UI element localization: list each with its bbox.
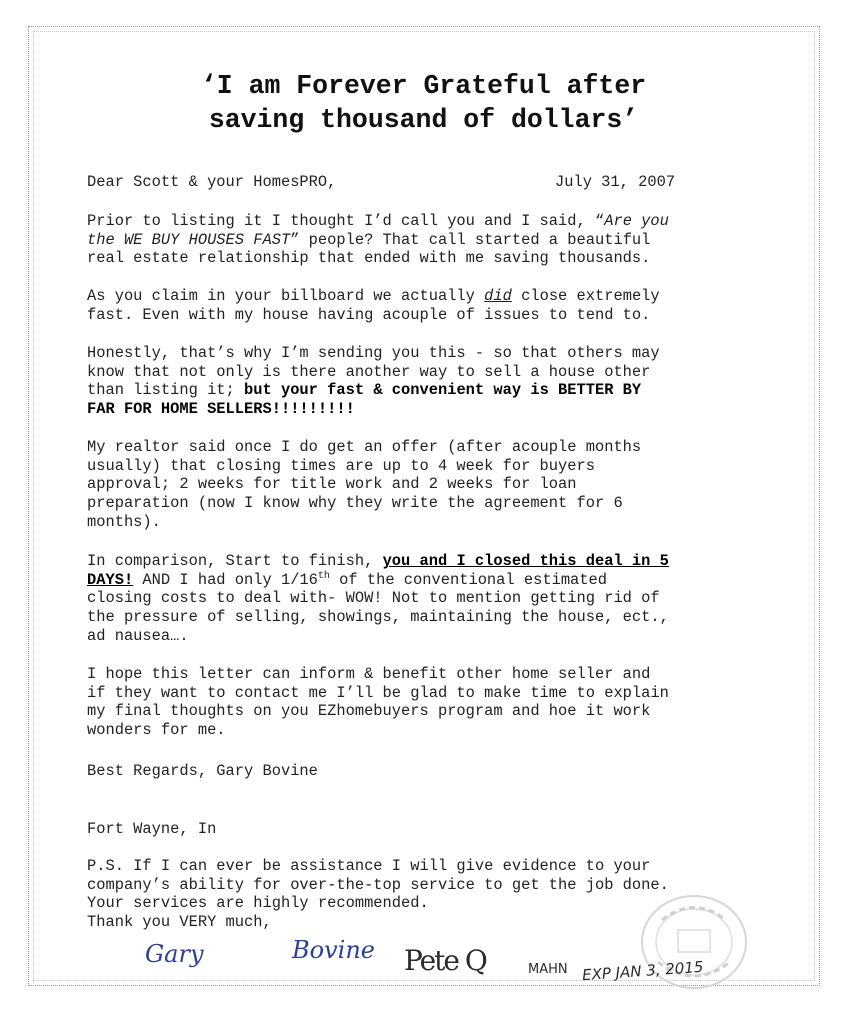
p1-quote: Are you (604, 212, 669, 230)
p5-text: In comparison, Start to finish, (87, 552, 383, 570)
p5-line-4: the pressure of selling, showings, maintaining the house, ect., (87, 608, 669, 627)
postscript (87, 857, 669, 932)
location: Fort Wayne, In (87, 820, 217, 838)
notary-signature-tail: MAHN (528, 962, 568, 977)
greeting: Dear Scott & your HomesPRO, (87, 173, 337, 191)
closing: Best Regards, Gary Bovine (87, 762, 318, 780)
signature-last-name: Bovine (292, 936, 375, 964)
ps-line-2: company’s ability for over-the-top service to get the job done. (87, 875, 669, 894)
paragraph-3 (87, 344, 660, 419)
p6-line-4: wonders for me. (87, 721, 226, 740)
p1-text-2: ” people? That call started a beautiful (290, 230, 651, 249)
p3-bold: but your fast & convenient way is BETTER BY (244, 381, 642, 400)
letter-date: July 31, 2007 (555, 173, 676, 191)
p2-text: As you claim in your billboard we actually (87, 287, 485, 305)
p1-text: Prior to listing it I thought I’d call you and I said, “ (87, 212, 605, 230)
notary-signature: Pete Q (404, 944, 486, 977)
p6-line-2: if they want to contact me I’ll be glad to make time to explain (87, 683, 669, 702)
paragraph-2 (87, 287, 660, 324)
p3-line-3: than listing it; (87, 381, 245, 400)
p3-bold-2: FAR FOR HOME SELLERS!!!!!!!!! (87, 400, 355, 419)
notary-expiration: EXP JAN 3, 2015 (581, 957, 704, 985)
headline-line-2: saving thousand of dollars’ (208, 105, 639, 135)
p5-bold-underlined: you and I closed this deal in 5 (382, 552, 669, 570)
p5-text-3: of the conventional estimated (329, 570, 607, 589)
p5-line-5: ad nausea…. (87, 626, 189, 645)
p2-text-2: close extremely (511, 287, 660, 305)
p4-line-4: preparation (now I know why they write the agreement for 6 (87, 494, 623, 513)
p3-line-1: Honestly, that’s why I’m sending you this - so that others may (87, 344, 660, 362)
paragraph-1 (87, 212, 669, 268)
p5-superscript: th (317, 570, 330, 582)
p4-line-2: usually) that closing times are up to 4 week for buyers (87, 456, 595, 475)
p5-line-3: closing costs to deal with- WOW! Not to mention getting rid of (87, 589, 660, 608)
p1-quote-cont: the WE BUY HOUSES FAST (87, 230, 291, 249)
p5-days: DAYS! (87, 570, 134, 589)
notary-seal-icon (622, 890, 752, 998)
ps-line-4: Thank you VERY much, (87, 913, 272, 932)
p4-line-5: months). (87, 512, 161, 531)
p1-text-3: real estate relationship that ended with me saving thousands. (87, 249, 651, 268)
p6-line-3: my final thoughts on you EZhomebuyers program and hoe it work (87, 702, 651, 721)
p5-text-2: AND I had only 1/16 (133, 570, 318, 589)
p2-emphasis: did (484, 287, 512, 305)
p4-line-1: My realtor said once I do get an offer (after acouple months (87, 438, 642, 456)
p4-line-3: approval; 2 weeks for title work and 2 weeks for loan (87, 475, 577, 494)
ps-line-3: Your services are highly recommended. (87, 894, 429, 913)
ps-line-1: P.S. If I can ever be assistance I will give evidence to your (87, 857, 651, 875)
p3-line-2: know that not only is there another way to sell a house other (87, 362, 651, 381)
headline-line-1: ‘I am Forever Grateful after (200, 71, 647, 101)
paragraph-6 (87, 665, 669, 740)
paragraph-4 (87, 438, 641, 532)
p2-text-3: fast. Even with my house having acouple of issues to tend to. (87, 305, 651, 324)
p6-line-1: I hope this letter can inform & benefit other home seller and (87, 665, 651, 683)
paragraph-5 (87, 552, 669, 646)
signature-first-name: Gary (145, 940, 204, 968)
